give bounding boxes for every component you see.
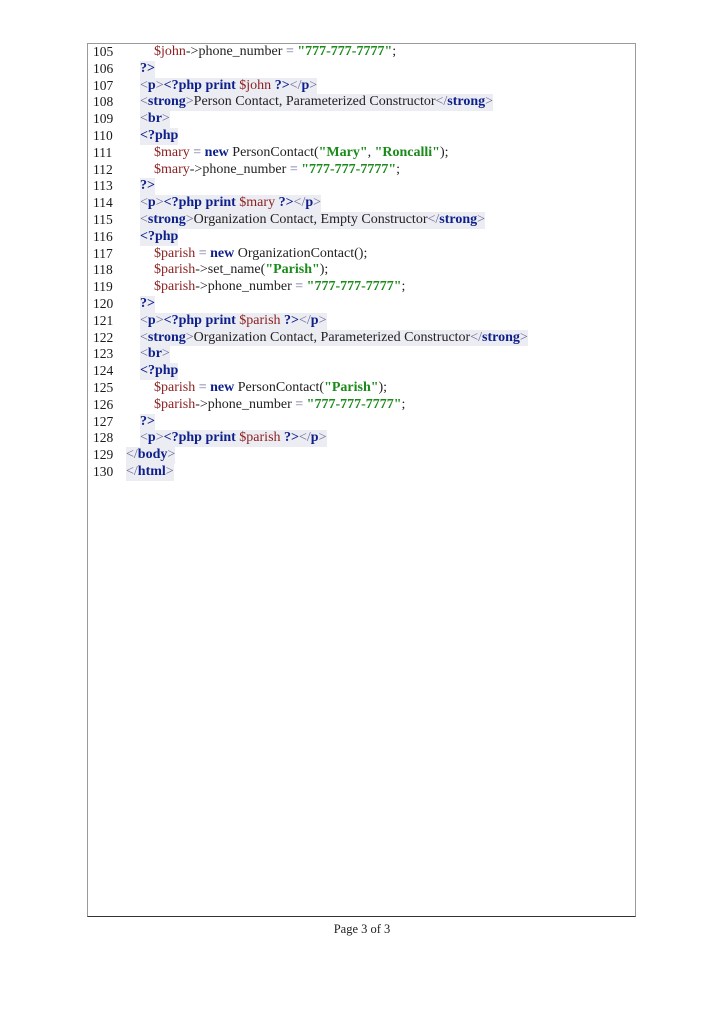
code-token: <?php print	[163, 430, 240, 446]
code-token: p	[310, 312, 319, 328]
code-line	[88, 279, 635, 296]
code-text	[140, 212, 485, 229]
code-token: <	[140, 211, 148, 227]
code-token: <	[140, 346, 148, 362]
code-token: >	[318, 430, 327, 446]
code-line	[88, 414, 635, 431]
code-token: ;	[401, 279, 406, 295]
code-token: <?php print	[163, 195, 240, 211]
code-line	[88, 346, 635, 363]
code-token: "777-777-7777"	[306, 396, 402, 412]
line-number: 111	[93, 144, 113, 160]
code-token: <	[140, 312, 148, 328]
code-text	[140, 430, 327, 447]
code-token: <?php print	[163, 312, 240, 328]
code-token: </	[126, 447, 138, 463]
code-token: $parish	[239, 312, 281, 328]
code-text	[140, 296, 155, 313]
code-token: >	[309, 77, 318, 93]
code-listing	[88, 44, 635, 481]
code-token: p	[310, 430, 319, 446]
code-line	[88, 447, 635, 464]
line-number: 130	[93, 463, 114, 479]
code-token: $parish	[154, 279, 196, 295]
line-number: 113	[93, 178, 113, 194]
code-token: =	[193, 144, 202, 160]
code-token: <?php print	[163, 77, 240, 93]
code-token: >	[185, 329, 194, 345]
code-token: strong	[147, 211, 186, 227]
code-token: br	[147, 346, 162, 362]
code-token: <?php	[140, 127, 179, 143]
code-token: p	[147, 195, 156, 211]
code-token: strong	[147, 94, 186, 110]
code-token: "Parish"	[324, 379, 379, 395]
code-token: "777-777-7777"	[306, 279, 402, 295]
code-text	[140, 313, 327, 330]
code-text	[140, 128, 178, 145]
code-token: ?>	[274, 77, 290, 93]
code-text	[140, 78, 317, 95]
code-line	[88, 229, 635, 246]
code-token: ?>	[284, 430, 299, 446]
code-token: <?php	[140, 228, 179, 244]
code-token: p	[301, 77, 310, 93]
code-text	[140, 94, 493, 111]
code-token: ;	[396, 161, 400, 177]
code-token: >	[167, 447, 176, 463]
line-number: 125	[93, 379, 114, 395]
code-token: >	[155, 430, 164, 446]
code-token: >	[477, 211, 486, 227]
code-token: br	[147, 111, 162, 127]
code-token: >	[155, 312, 164, 328]
code-token: );	[439, 144, 449, 160]
code-text	[154, 162, 400, 179]
code-text	[154, 279, 405, 296]
code-line	[88, 78, 635, 95]
code-token: Organization Contact, Empty Constructor	[193, 211, 428, 227]
code-text	[140, 346, 170, 363]
code-text	[154, 246, 367, 263]
code-line	[88, 128, 635, 145]
code-page	[87, 43, 636, 917]
code-token: p	[147, 312, 156, 328]
line-number: 122	[93, 329, 114, 345]
code-token: "Roncalli"	[374, 144, 440, 160]
code-token: >	[155, 195, 164, 211]
code-line	[88, 262, 635, 279]
code-token: strong	[439, 211, 478, 227]
line-number: 106	[93, 60, 114, 76]
code-token: $john	[154, 44, 186, 59]
line-number: 123	[93, 346, 114, 362]
line-number: 120	[93, 295, 114, 311]
code-text	[154, 380, 387, 397]
code-token: ?>	[140, 295, 155, 311]
code-token: >	[161, 111, 170, 127]
code-token: strong	[482, 329, 520, 345]
line-number: 117	[93, 245, 113, 261]
code-token: </	[289, 77, 302, 93]
code-token: </	[126, 463, 138, 479]
code-token: html	[137, 463, 166, 479]
code-token: ->set_name(	[195, 262, 266, 278]
code-token: =	[285, 44, 294, 59]
code-token: Person Contact, Parameterized Constructor	[193, 94, 436, 110]
code-token: strong	[147, 329, 186, 345]
code-token: p	[147, 430, 156, 446]
code-token: $john	[239, 77, 272, 93]
code-line	[88, 246, 635, 263]
code-token: $parish	[154, 379, 196, 395]
code-token: new	[204, 144, 229, 160]
code-token: ;	[401, 396, 406, 412]
code-text	[154, 145, 449, 162]
code-token: ->phone_number	[195, 279, 296, 295]
code-token: </	[299, 312, 311, 328]
code-token: >	[165, 463, 174, 479]
code-token: "777-777-7777"	[301, 161, 397, 177]
code-token: >	[155, 77, 164, 93]
code-token: strong	[447, 94, 486, 110]
code-token: </	[427, 211, 440, 227]
code-token: );	[378, 379, 388, 395]
code-token: =	[295, 396, 304, 412]
line-number: 107	[93, 77, 114, 93]
line-number: 119	[93, 279, 113, 295]
code-token: p	[305, 195, 314, 211]
code-token: ?>	[278, 195, 294, 211]
code-line	[88, 296, 635, 313]
code-text	[140, 195, 321, 212]
code-token: $parish	[154, 245, 196, 261]
code-token: >	[161, 346, 170, 362]
code-token: ;	[392, 44, 397, 59]
code-line	[88, 94, 635, 111]
code-token: =	[198, 245, 207, 261]
code-token: </	[299, 430, 311, 446]
code-line	[88, 44, 635, 61]
page-footer: Page 3 of 3	[333, 922, 391, 936]
code-token: PersonContact(	[228, 144, 319, 160]
line-number: 126	[93, 396, 114, 412]
line-number: 112	[93, 161, 113, 177]
code-token: OrganizationContact();	[234, 245, 368, 261]
code-line	[88, 313, 635, 330]
code-token: =	[198, 379, 207, 395]
code-token: $parish	[154, 262, 196, 278]
code-token: </	[435, 94, 448, 110]
line-number: 108	[93, 94, 114, 110]
code-token: ->phone_number	[185, 44, 286, 59]
code-token: >	[313, 195, 322, 211]
code-text	[154, 262, 328, 279]
code-text	[126, 464, 174, 481]
code-text	[140, 229, 178, 246]
code-token: new	[210, 245, 235, 261]
code-token: p	[147, 77, 156, 93]
code-token: >	[318, 312, 327, 328]
code-token: <	[140, 329, 148, 345]
code-token: $mary	[239, 195, 276, 211]
line-number: 105	[93, 44, 114, 59]
code-token: <	[140, 77, 148, 93]
code-text	[154, 44, 396, 61]
line-number: 128	[93, 430, 114, 446]
code-line	[88, 212, 635, 229]
code-token: =	[289, 161, 298, 177]
line-number: 116	[93, 228, 113, 244]
code-token: =	[295, 279, 304, 295]
code-line	[88, 397, 635, 414]
line-number: 127	[93, 413, 114, 429]
code-token: <	[140, 430, 148, 446]
code-line	[88, 330, 635, 347]
code-token: PersonContact(	[234, 379, 325, 395]
code-token: <	[140, 111, 148, 127]
code-token: <	[140, 94, 148, 110]
code-token: ->phone_number	[189, 161, 290, 177]
code-line	[88, 111, 635, 128]
code-line	[88, 363, 635, 380]
code-line	[88, 464, 635, 481]
code-line	[88, 145, 635, 162]
code-token: </	[293, 195, 306, 211]
line-number: 118	[93, 262, 113, 278]
line-number: 114	[93, 195, 113, 211]
code-line	[88, 380, 635, 397]
line-number: 121	[93, 312, 114, 328]
code-line	[88, 195, 635, 212]
code-token: >	[185, 211, 194, 227]
code-line	[88, 162, 635, 179]
code-line	[88, 61, 635, 78]
code-token: >	[519, 329, 528, 345]
line-number: 110	[93, 127, 113, 143]
code-token: new	[210, 379, 235, 395]
code-token: >	[185, 94, 194, 110]
code-token: $parish	[154, 396, 196, 412]
code-text	[126, 447, 175, 464]
code-token: ->phone_number	[195, 396, 296, 412]
code-token: );	[319, 262, 329, 278]
code-token: $parish	[239, 430, 281, 446]
code-text	[140, 61, 155, 78]
code-token: Organization Contact, Parameterized Constructor	[193, 329, 471, 345]
code-text	[140, 330, 528, 347]
code-text	[140, 414, 155, 431]
code-token: >	[485, 94, 494, 110]
code-token: "777-777-7777"	[297, 44, 393, 59]
code-token: ?>	[140, 60, 155, 76]
code-token: body	[137, 447, 168, 463]
line-number: 124	[93, 363, 114, 379]
code-line	[88, 178, 635, 195]
code-token: ,	[367, 144, 375, 160]
line-number: 115	[93, 211, 113, 227]
code-text	[140, 363, 178, 380]
code-token: $mary	[154, 144, 190, 160]
line-number: 109	[93, 111, 114, 127]
code-token: ?>	[140, 178, 155, 194]
code-token: ?>	[284, 312, 299, 328]
code-token: "Parish"	[265, 262, 320, 278]
code-text	[140, 111, 170, 128]
code-text	[154, 397, 405, 414]
code-token: "Mary"	[318, 144, 368, 160]
code-text	[140, 178, 155, 195]
code-token: <?php	[140, 363, 179, 379]
code-line	[88, 430, 635, 447]
line-number: 129	[93, 447, 114, 463]
code-token: ?>	[140, 413, 155, 429]
code-token: $mary	[154, 161, 190, 177]
code-token: </	[470, 329, 483, 345]
code-token: <	[140, 195, 148, 211]
